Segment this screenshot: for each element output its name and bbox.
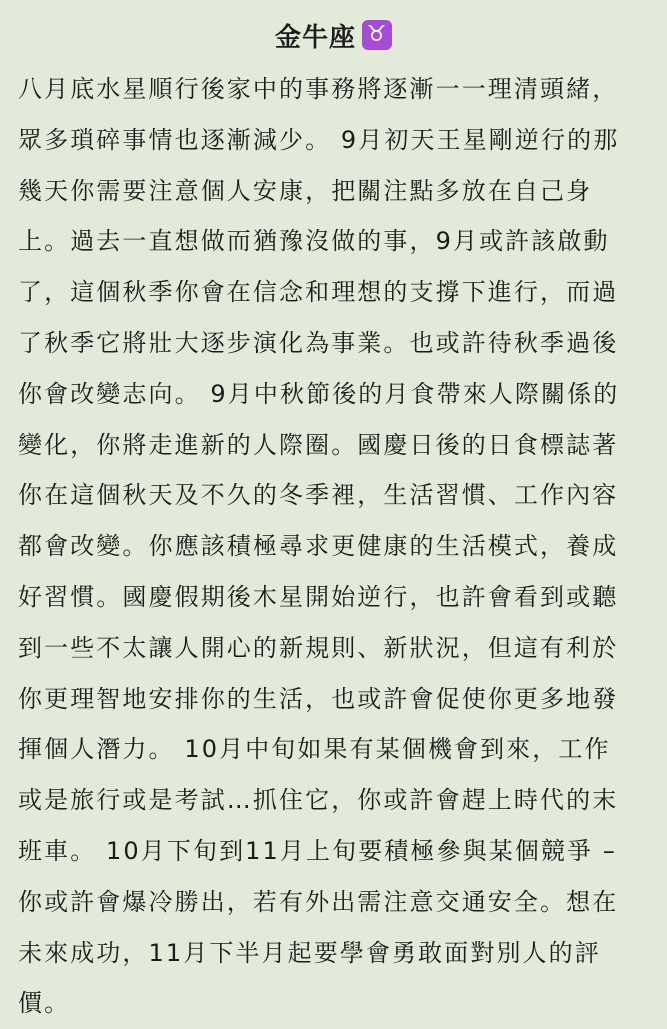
article-line: 未來成功，11月下半月起要學會勇敢面對別人的評 (18, 938, 601, 967)
taurus-icon: ♉ (362, 20, 392, 50)
article-line: 都會改變。你應該積極尋求更健康的生活模式，養成 (18, 532, 619, 561)
article-line: 好習慣。國慶假期後木星開始逆行，也許會看到或聽 (18, 582, 619, 611)
article-line: 你在這個秋天及不久的冬季裡，生活習慣、工作內容 (18, 481, 619, 510)
article-line: 了秋季它將壯大逐步演化為事業。也或許待秋季過後 (18, 328, 619, 357)
article-line: 到一些不太讓人開心的新規則、新狀況，但這有利於 (18, 633, 619, 662)
article-line: 你或許會爆冷勝出，若有外出需注意交通安全。想在 (18, 887, 619, 916)
title-text: 金牛座 (274, 22, 356, 53)
article-line: 變化，你將走進新的人際圈。國慶日後的日食標誌著 (18, 430, 619, 459)
article-line: 了，這個秋季你會在信念和理想的支撐下進行，而過 (18, 278, 619, 307)
article-line: 揮個人潛力。 10月中旬如果有某個機會到來，工作 (18, 735, 611, 764)
article-line: 班車。 10月下旬到11月上旬要積極參與某個競爭 – (18, 836, 617, 865)
article-body (18, 64, 649, 1029)
article-line: 上。過去一直想做而猶豫沒做的事，9月或許該啟動 (18, 227, 610, 256)
article-line: 或是旅行或是考試…抓住它，你或許會趕上時代的末 (18, 786, 619, 815)
article-line: 價。 (18, 989, 71, 1018)
article-line: 八月底水星順行後家中的事務將逐漸一一理清頭緒， (18, 75, 619, 103)
article-line: 你會改變志向。 9月中秋節後的月食帶來人際關係的 (18, 379, 620, 408)
page-title (275, 17, 392, 54)
article-line: 幾天你需要注意個人安康，把關注點多放在自己身 (18, 176, 593, 205)
article-line: 眾多瑣碎事情也逐漸減少。 9月初天王星剛逆行的那 (18, 125, 620, 154)
article-line: 你更理智地安排你的生活，也或許會促使你更多地發 (18, 684, 619, 713)
title-row (18, 0, 649, 70)
